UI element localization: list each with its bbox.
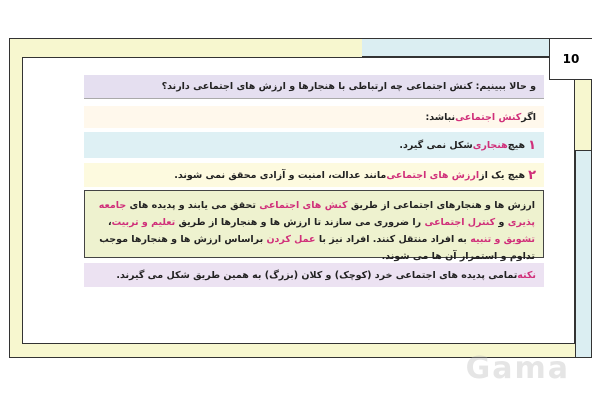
side-accent-strip bbox=[575, 150, 591, 357]
item-2-pre: هیچ یک از bbox=[479, 169, 526, 181]
para-h3: کنترل اجتماعی bbox=[424, 217, 496, 228]
para-t7: براساس ارزش ها و هنجارها موجب تداوم و استمرار آن ها می شوند. bbox=[99, 234, 535, 262]
page-number: 10 bbox=[549, 39, 592, 80]
item-1-highlight: هنجاری bbox=[472, 139, 508, 151]
item-2-number: ۲ bbox=[528, 167, 536, 183]
para-h4: تعلیم و تربیت bbox=[111, 217, 176, 228]
condition-row bbox=[84, 106, 544, 128]
condition-post: نباشد: bbox=[425, 111, 456, 123]
para-t3: و bbox=[495, 217, 508, 228]
question-row bbox=[84, 75, 544, 99]
note-label: نکته bbox=[517, 269, 536, 281]
explanation-paragraph bbox=[84, 190, 544, 262]
para-t5: ، bbox=[107, 217, 112, 228]
watermark-logo: Gama bbox=[465, 351, 570, 386]
para-t4: را ضروری می سازند تا ارزش ها و هنجارها از طریق bbox=[175, 217, 425, 228]
para-h5: تشویق و تنبیه bbox=[470, 234, 535, 245]
item-1-number: ۱ bbox=[528, 137, 536, 153]
item-1-row bbox=[84, 132, 544, 158]
para-t6: به افراد منتقل کنند. افراد نیز با bbox=[315, 234, 471, 245]
condition-pre: اگر bbox=[521, 111, 536, 123]
note-row bbox=[84, 263, 544, 287]
top-accent-strip bbox=[362, 39, 550, 57]
item-2-post: مانند عدالت، امنیت و آزادی محقق نمی شوند. bbox=[174, 169, 387, 181]
condition-highlight: کنش اجتماعی bbox=[455, 111, 522, 123]
item-2-row bbox=[84, 163, 544, 187]
para-h1: کنش های اجتماعی bbox=[259, 200, 348, 211]
para-h2: جامعه پذیری bbox=[98, 200, 535, 228]
item-1-pre: هیچ bbox=[507, 139, 526, 151]
para-t1: ارزش ها و هنجارهای اجتماعی از طریق bbox=[347, 200, 535, 211]
note-text: تمامی پدیده های اجتماعی خرد (کوچک) و کلان (بزرگ) به همین طریق شکل می گیرند. bbox=[116, 269, 518, 281]
para-t2: تحقق می یابند و پدیده های bbox=[126, 200, 260, 211]
question-text: و حالا ببینیم: کنش اجتماعی چه ارتباطی با هنجارها و ارزش های اجتماعی دارند؟ bbox=[161, 81, 536, 92]
para-h6: عمل کردن bbox=[266, 234, 316, 245]
item-2-highlight: ارزش های اجتماعی bbox=[386, 169, 480, 181]
item-1-post: شکل نمی گیرد. bbox=[399, 139, 473, 151]
